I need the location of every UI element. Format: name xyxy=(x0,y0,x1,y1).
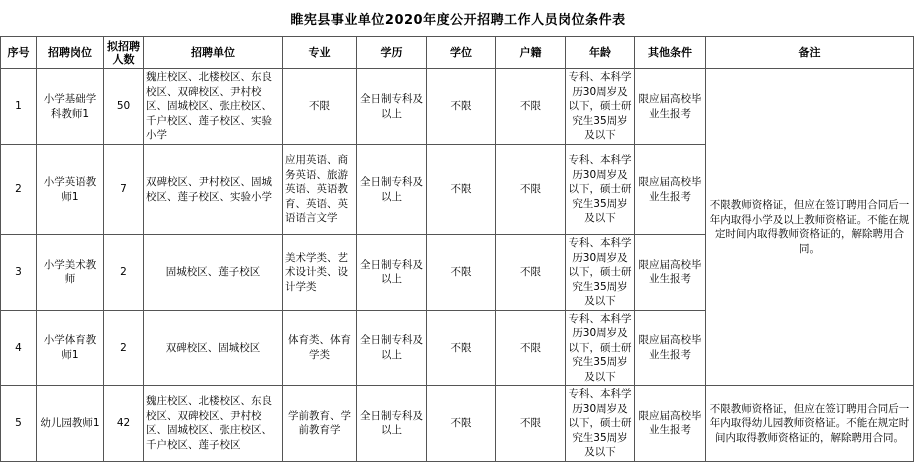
cell-other: 限应届高校毕业生报考 xyxy=(635,386,706,462)
cell-major: 美术学类、艺术设计类、设计学类 xyxy=(283,235,357,311)
header-count: 拟招聘人数 xyxy=(104,37,144,69)
cell-education: 全日制专科及以上 xyxy=(357,145,427,235)
cell-position: 小学英语教师1 xyxy=(37,145,104,235)
cell-hukou: 不限 xyxy=(496,145,566,235)
cell-no: 2 xyxy=(1,145,37,235)
header-position: 招聘岗位 xyxy=(37,37,104,69)
cell-hukou: 不限 xyxy=(496,386,566,462)
cell-degree: 不限 xyxy=(427,145,496,235)
cell-major: 不限 xyxy=(283,69,357,145)
header-degree: 学位 xyxy=(427,37,496,69)
header-hukou: 户籍 xyxy=(496,37,566,69)
header-row xyxy=(1,37,914,69)
header-unit: 招聘单位 xyxy=(144,37,283,69)
cell-position: 小学基础学科教师1 xyxy=(37,69,104,145)
cell-major: 学前教育、学前教育学 xyxy=(283,386,357,462)
cell-count: 42 xyxy=(104,386,144,462)
cell-degree: 不限 xyxy=(427,310,496,386)
header-major: 专业 xyxy=(283,37,357,69)
cell-no: 1 xyxy=(1,69,37,145)
cell-education: 全日制专科及以上 xyxy=(357,386,427,462)
cell-unit: 魏庄校区、北楼校区、东良校区、双碑校区、尹村校区、固城校区、张庄校区、千户校区、莲子校区 xyxy=(144,386,283,462)
cell-education: 全日制专科及以上 xyxy=(357,69,427,145)
cell-unit: 固城校区、莲子校区 xyxy=(144,235,283,311)
cell-count: 2 xyxy=(104,235,144,311)
cell-age: 专科、本科学历30周岁及以下，硕士研究生35周岁及以下 xyxy=(566,145,635,235)
header-no: 序号 xyxy=(1,37,37,69)
cell-other: 限应届高校毕业生报考 xyxy=(635,235,706,311)
cell-age: 专科、本科学历30周岁及以下，硕士研究生35周岁及以下 xyxy=(566,69,635,145)
cell-hukou: 不限 xyxy=(496,69,566,145)
header-remark: 备注 xyxy=(706,37,914,69)
cell-age: 专科、本科学历30周岁及以下，硕士研究生35周岁及以下 xyxy=(566,310,635,386)
cell-other: 限应届高校毕业生报考 xyxy=(635,310,706,386)
cell-count: 50 xyxy=(104,69,144,145)
cell-position: 小学美术教师 xyxy=(37,235,104,311)
cell-degree: 不限 xyxy=(427,235,496,311)
cell-education: 全日制专科及以上 xyxy=(357,310,427,386)
cell-count: 7 xyxy=(104,145,144,235)
cell-unit: 双碑校区、尹村校区、固城校区、莲子校区、实验小学 xyxy=(144,145,283,235)
cell-no: 4 xyxy=(1,310,37,386)
cell-position: 幼儿园教师1 xyxy=(37,386,104,462)
header-age: 年龄 xyxy=(566,37,635,69)
cell-count: 2 xyxy=(104,310,144,386)
position-table xyxy=(0,36,914,462)
cell-position: 小学体育教师1 xyxy=(37,310,104,386)
cell-education: 全日制专科及以上 xyxy=(357,235,427,311)
page-title: 睢宪县事业单位2020年度公开招聘工作人员岗位条件表 xyxy=(290,12,626,28)
cell-age: 专科、本科学历30周岁及以下，硕士研究生35周岁及以下 xyxy=(566,386,635,462)
cell-other: 限应届高校毕业生报考 xyxy=(635,69,706,145)
table-row xyxy=(1,69,914,145)
cell-hukou: 不限 xyxy=(496,235,566,311)
cell-degree: 不限 xyxy=(427,386,496,462)
cell-unit: 双碑校区、固城校区 xyxy=(144,310,283,386)
cell-degree: 不限 xyxy=(427,69,496,145)
cell-major: 体育类、体育学类 xyxy=(283,310,357,386)
header-other: 其他条件 xyxy=(635,37,706,69)
cell-other: 限应届高校毕业生报考 xyxy=(635,145,706,235)
cell-remark-primary: 不限教师资格证，但应在签订聘用合同后一年内取得小学及以上教师资格证。不能在规定时间内取得教师资格证的，解除聘用合同。 xyxy=(706,69,914,386)
cell-remark-kindergarten: 不限教师资格证，但应在签订聘用合同后一年内取得幼儿园教师资格证。不能在规定时间内取得教师资格证的，解除聘用合同。 xyxy=(706,386,914,462)
cell-no: 3 xyxy=(1,235,37,311)
header-education: 学历 xyxy=(357,37,427,69)
cell-no: 5 xyxy=(1,386,37,462)
cell-unit: 魏庄校区、北楼校区、东良校区、双碑校区、尹村校区、固城校区、张庄校区、千户校区、莲子校区、实验小学 xyxy=(144,69,283,145)
cell-age: 专科、本科学历30周岁及以下，硕士研究生35周岁及以下 xyxy=(566,235,635,311)
cell-hukou: 不限 xyxy=(496,310,566,386)
cell-major: 应用英语、商务英语、旅游英语、英语教育、英语、英语语言文学 xyxy=(283,145,357,235)
table-row xyxy=(1,386,914,462)
